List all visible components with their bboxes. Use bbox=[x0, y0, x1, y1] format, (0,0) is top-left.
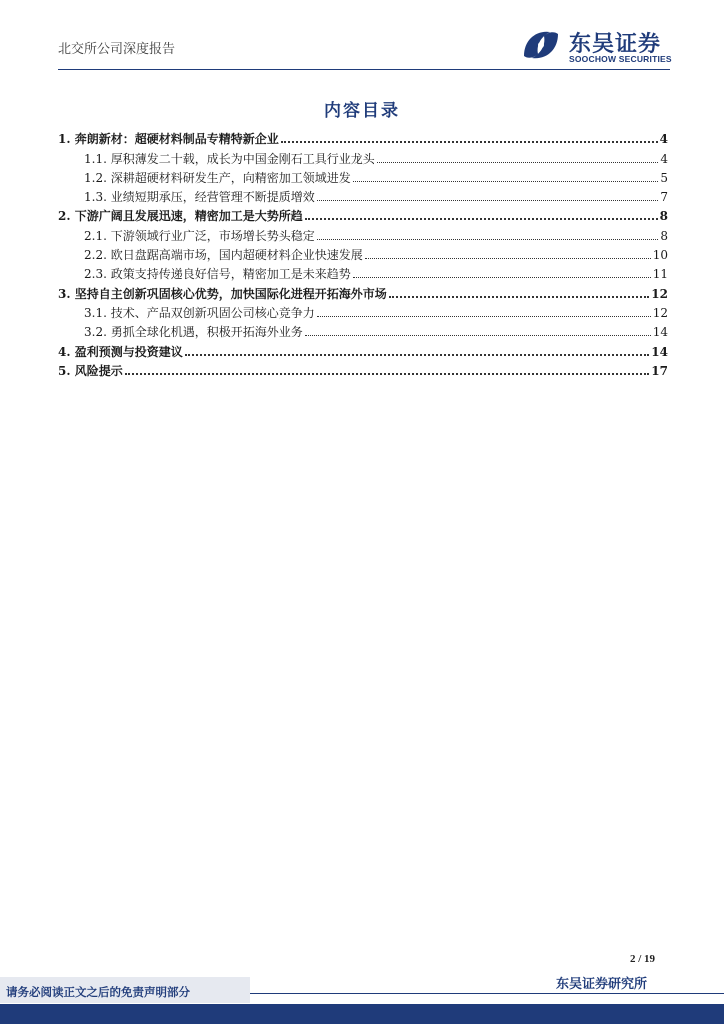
disclaimer-text: 请务必阅读正文之后的免责声明部分 bbox=[6, 985, 190, 999]
toc-leader-dots bbox=[353, 277, 651, 278]
report-type-label: 北交所公司深度报告 bbox=[58, 42, 176, 57]
toc-entry-page: 11 bbox=[652, 267, 668, 282]
toc-entry-title: 1. 奔朗新材：超硬材料制品专精特新企业 bbox=[58, 132, 279, 147]
toc-entry-title: 2.3. 政策支持传递良好信号，精密加工是未来趋势 bbox=[84, 267, 351, 282]
toc-entry-page: 12 bbox=[651, 286, 668, 301]
footer-divider bbox=[250, 993, 724, 994]
toc-entry-page: 14 bbox=[652, 325, 668, 340]
toc-entry[interactable] bbox=[58, 128, 668, 147]
toc-entry[interactable] bbox=[58, 263, 668, 282]
brand-name-cn: 东吴证券 bbox=[569, 32, 662, 57]
toc-entry-title: 3.2. 勇抓全球化机遇，积极开拓海外业务 bbox=[84, 325, 303, 340]
toc-entry[interactable] bbox=[58, 224, 668, 243]
toc-entry-page: 5 bbox=[660, 170, 668, 185]
toc-entry-title: 4. 盈利预测与投资建议 bbox=[58, 344, 183, 359]
toc-leader-dots bbox=[365, 258, 651, 259]
toc-leader-dots bbox=[389, 296, 650, 298]
toc-entry[interactable] bbox=[58, 205, 668, 224]
toc-entry-title: 3.1. 技术、产品双创新巩固公司核心竞争力 bbox=[84, 305, 315, 320]
toc-entry[interactable] bbox=[58, 302, 668, 321]
toc-entry-title: 2. 下游广阔且发展迅速，精密加工是大势所趋 bbox=[58, 209, 303, 224]
toc-entry[interactable] bbox=[58, 244, 668, 263]
brand-logo bbox=[520, 26, 680, 66]
table-of-contents bbox=[58, 128, 668, 379]
toc-entry-page: 7 bbox=[660, 190, 668, 205]
toc-entry-title: 2.2. 欧日盘踞高端市场，国内超硬材料企业快速发展 bbox=[84, 248, 363, 263]
toc-entry[interactable] bbox=[58, 360, 668, 379]
toc-entry[interactable] bbox=[58, 340, 668, 359]
toc-entry-page: 4 bbox=[659, 132, 668, 147]
toc-entry-title: 2.1. 下游领域行业广泛，市场增长势头稳定 bbox=[84, 228, 315, 243]
toc-entry-title: 1.2. 深耕超硬材料研发生产，向精密加工领域进发 bbox=[84, 170, 351, 185]
toc-entry-title: 1.1. 厚积薄发二十载，成长为中国金刚石工具行业龙头 bbox=[84, 151, 375, 166]
page-indicator: 2 / 19 bbox=[630, 953, 656, 965]
toc-leader-dots bbox=[305, 218, 658, 220]
toc-leader-dots bbox=[281, 141, 658, 143]
toc-leader-dots bbox=[317, 316, 651, 317]
toc-entry-page: 8 bbox=[659, 209, 668, 224]
toc-entry[interactable] bbox=[58, 186, 668, 205]
soochow-logo-icon bbox=[520, 26, 562, 64]
toc-entry-title: 5. 风险提示 bbox=[58, 363, 123, 378]
toc-leader-dots bbox=[305, 335, 651, 336]
toc-entry[interactable] bbox=[58, 147, 668, 166]
toc-entry-page: 14 bbox=[651, 344, 668, 359]
toc-entry-title: 3. 坚持自主创新巩固核心优势，加快国际化进程开拓海外市场 bbox=[58, 286, 387, 301]
header-divider bbox=[58, 69, 670, 70]
brand-name-en: SOOCHOW SECURITIES bbox=[569, 54, 672, 64]
toc-entry-page: 4 bbox=[660, 151, 668, 166]
toc-heading: 内容目录 bbox=[324, 101, 400, 121]
toc-leader-dots bbox=[185, 354, 650, 356]
footer-bar bbox=[0, 1004, 724, 1024]
toc-entry[interactable] bbox=[58, 321, 668, 340]
toc-leader-dots bbox=[377, 162, 659, 163]
footer-institute: 东吴证券研究所 bbox=[556, 977, 648, 992]
toc-leader-dots bbox=[317, 239, 659, 240]
toc-entry-page: 8 bbox=[660, 228, 668, 243]
toc-entry-title: 1.3. 业绩短期承压，经营管理不断提质增效 bbox=[84, 190, 315, 205]
toc-entry-page: 12 bbox=[652, 305, 668, 320]
toc-entry-page: 10 bbox=[652, 248, 668, 263]
toc-leader-dots bbox=[353, 181, 659, 182]
toc-leader-dots bbox=[125, 373, 650, 375]
toc-entry-page: 17 bbox=[651, 363, 668, 378]
toc-entry[interactable] bbox=[58, 282, 668, 301]
toc-leader-dots bbox=[317, 200, 659, 201]
toc-entry[interactable] bbox=[58, 167, 668, 186]
